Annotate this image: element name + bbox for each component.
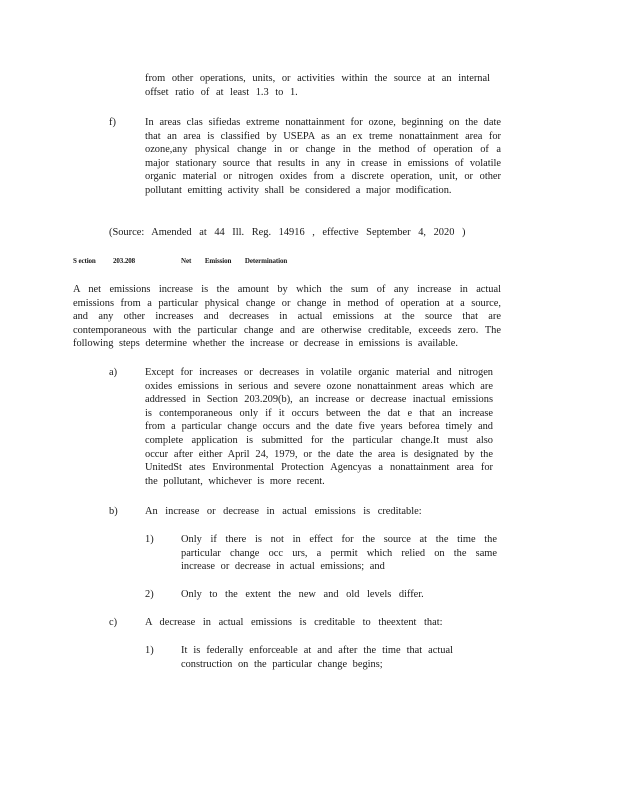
item-b1-label: 1) [145,534,154,545]
item-a-label: a) [109,367,118,378]
item-b1-text: Only if there is not in effect for the source at the time the particular change occ urs, a permit which relied on the same increase or decrease in actual emissions; and [181,534,497,573]
item-c-text: A decrease in actual emissions is creditable to theextent that: [145,617,443,628]
intro-paragraph: A net emissions increase is the amount by which the sum of any increase in actual emissions from a particular physical change or change in method of operation at a source, and any other increases and decreases in actual emissions at the source that are contemporaneous with the particular change and are otherwise creditable, exceeds zero. The following steps determine whether the increase or decrease in emissions is available. [73,284,501,350]
item-c1-label: 1) [145,645,154,656]
item-b-label: b) [109,506,118,517]
continuation-paragraph: from other operations, units, or activities within the source at an internal offset ratio of at least 1.3 to 1. [145,73,490,98]
item-b-text: An increase or decrease in actual emissions is creditable: [145,506,422,517]
item-c-label: c) [109,617,118,628]
source-note: (Source: Amended at 44 Ill. Reg. 14916 , effective September 4, 2020 ) [109,227,466,238]
section-title: Net Emission Determination [181,257,288,265]
item-b2-text: Only to the extent the new and old levels differ. [181,589,424,600]
section-number: 203.208 [113,257,136,265]
item-f-label: f) [109,117,116,128]
item-b2-label: 2) [145,589,154,600]
section-label: S ection [73,257,96,265]
item-a-text: Except for increases or decreases in volatile organic material and nitrogen oxides emissions in serious and severe ozone nonattainment areas which are addressed in Section 203.209(b), an increase or decrease inactual emissions is contemporaneous only if it occurs between the dat e that an increase from a particular change occurs and the date five years beforea timely and complete application is submitted for the particular change.It must also occur after either April 24, 1979, or the date the area is designated by the UnitedSt ates Environmental Protection Agencyas a nonattainment area for the pollutant, whichever is more recent. [145,367,493,487]
item-c1-text: It is federally enforceable at and after the time that actual construction on the particular change begins; [181,645,453,670]
item-f-text: In areas clas sifiedas extreme nonattainment for ozone, beginning on the date that an area is classified by USEPA as an ex treme nonattainment area for ozone,any physical change in or change in the method of operation of a major stationary source that results in any in crease in emissions of volatile organic material or nitrogen oxides from a discrete operation, unit, or other pollutant emitting activity shall be considered a major modification. [145,117,501,196]
